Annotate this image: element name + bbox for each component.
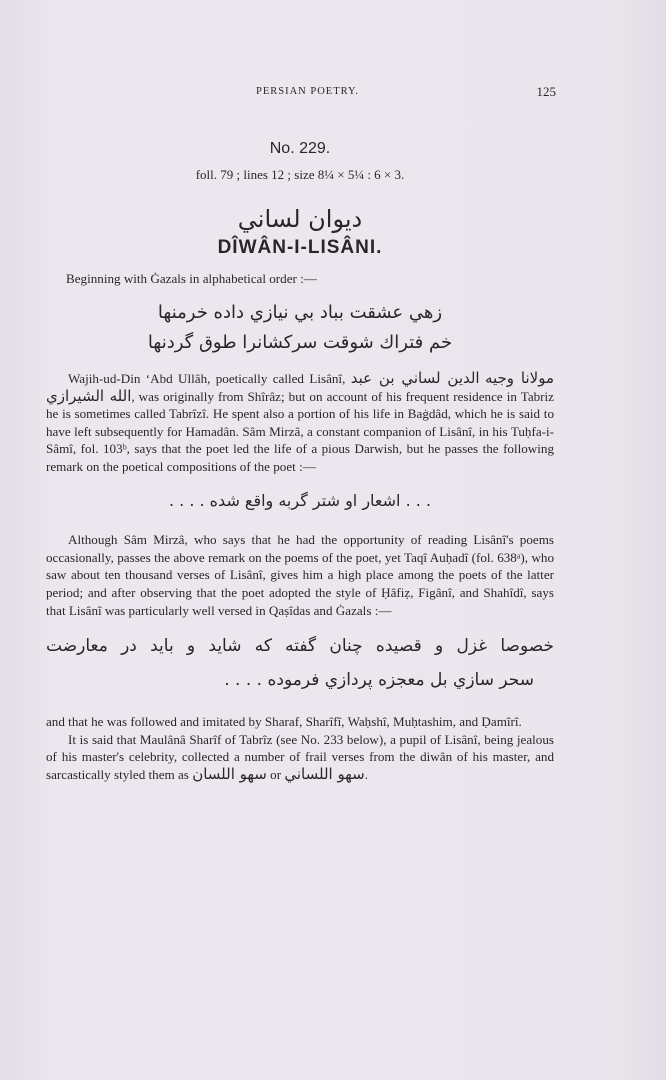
paragraph-text: , was originally from Shîrâz; but on account of his frequent residence in Tabriz he is sometimes called Tabrîzî. He spent also a portion of his life in Baġdâd, which he is said to have left subsequently for Hamadân. Sâm Mirzâ, a constant companion of Lisânî, in his Tuḥfa-i-Sâmî, fol. 103ᵇ, says that the poet led the life of a pious Darwish, but he passes the following remark on the poetical compositions of the poet :—	[46, 388, 554, 474]
persian-quote: . . . اشعار او شتر گربه واقع شده . . . .	[168, 490, 432, 510]
paragraph-assessment: Although Sâm Mirzâ, who says that he had the opportunity of reading Lisânî's poems occasionally, passes the above remark on the poems of the poet, yet Taqî Auḥadî (fol. 638ᵃ), who saw about ten thousand verses of Lisânî, gives him a high place among the poets of the latter period; and after observing that the poet adopted the style of Ḥâfiẓ, Figânî, and Shahîdî, says that Lisânî was particularly well versed in Qaṣîdas and Ġazals :—	[46, 532, 554, 618]
running-header	[46, 86, 556, 104]
verse-line: سحر سازي بل معجزه پردازي فرموده . . . .	[224, 670, 534, 691]
page-content	[46, 140, 554, 783]
verse-line: زهي عشقت بباد بي نيازي داده خرمنها	[157, 301, 443, 323]
intro-line: Beginning with Ġazals in alphabetical order :—	[66, 271, 317, 287]
running-title: PERSIAN POETRY.	[256, 86, 359, 97]
persian-quote-block	[46, 629, 554, 697]
title-latin: DÎWÂN-I-LISÂNI.	[217, 236, 383, 258]
paragraph-biography	[46, 370, 554, 476]
manuscript-description: foll. 79 ; lines 12 ; size 8¼ × 5¼ : 6 × 3.	[195, 166, 405, 182]
arabic-inline: سهو اللساني	[284, 764, 365, 783]
conjunction: or	[270, 766, 282, 782]
opening-verse	[46, 298, 554, 358]
arabic-inline: الدين لساني بن عبد الله الشيرازي	[46, 368, 480, 405]
page-number: 125	[536, 84, 556, 99]
paragraph-followers: and that he was followed and imitated by Sharaf, Sharîfî, Waḥshî, Muḥtashim, and Ḍamîrî.	[46, 714, 522, 730]
paragraph-sharif: It is said that Maulânâ Sharîf of Tabrîz (see No. 233 below), a pupil of Lisânî, being jealous of his master's celebrity, collected a number of frail verses from the diwân of his master, and sarcastically styled them as سهو اللسان or سهو اللساني.	[46, 731, 554, 783]
paragraph-text: Wajih-ud-Din ‘Abd Ullâh, poetically called Lisânî,	[68, 370, 346, 386]
title-arabic: ديوان لساني	[237, 205, 363, 234]
verse-line: خم فتراك شوقت سركشانرا طوق گردنها	[147, 331, 453, 353]
arabic-inline: مولانا وجيه	[484, 368, 554, 387]
manuscript-number: No. 229.	[269, 140, 331, 157]
arabic-inline: سهو اللسان	[192, 764, 267, 783]
paragraph-text: It is said that Maulânâ Sharîf of Tabrîz (see No. 233 below), a pupil of Lisânî, being jealous of his master's celebrity, collected a number of frail verses from the diwân of his master, and sarcastically styled them as	[46, 731, 554, 782]
verse-line: خصوصا غزل و قصيده چنان گفته که شايد و بايد در معارضت	[46, 636, 554, 657]
